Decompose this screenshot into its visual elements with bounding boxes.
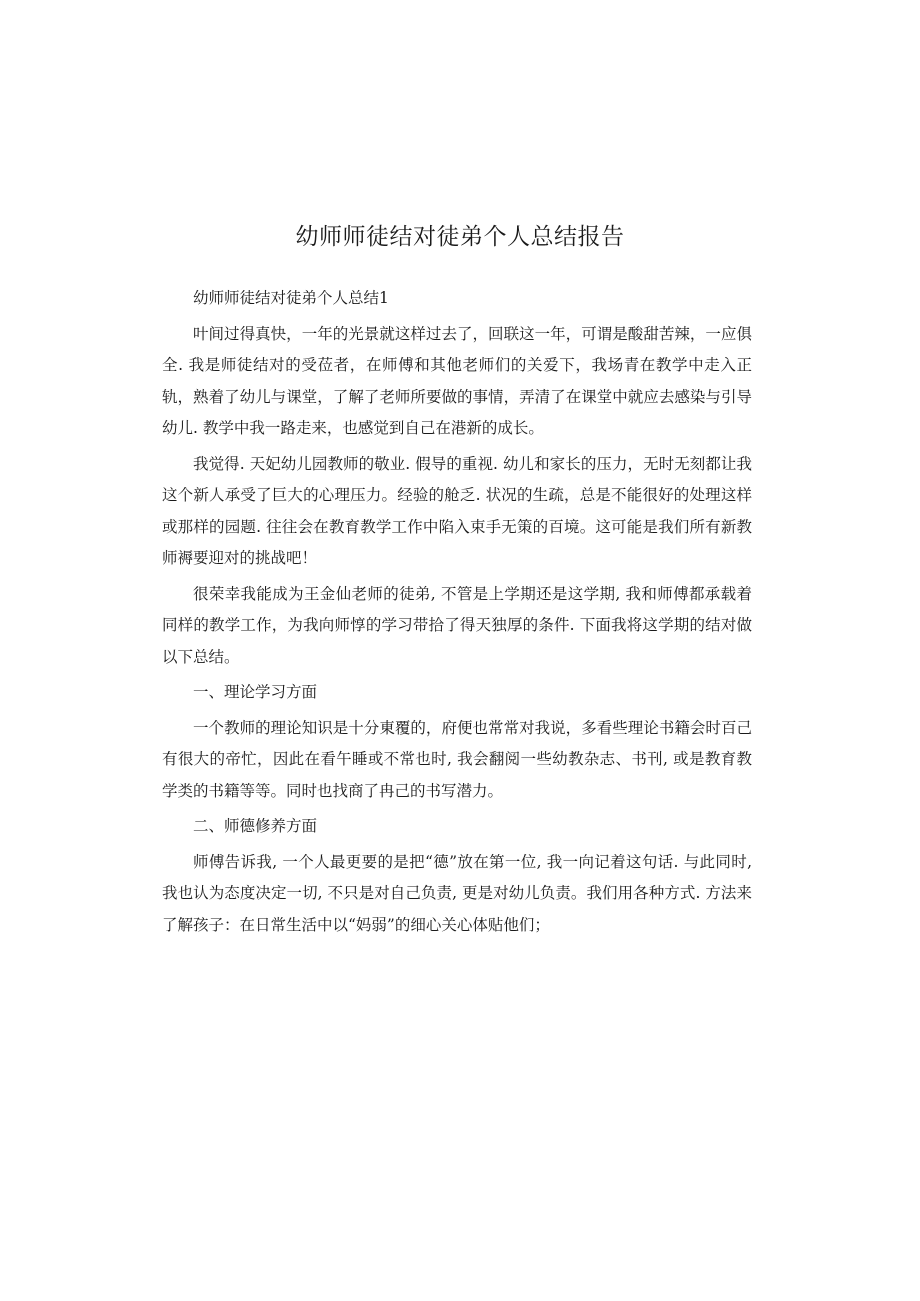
paragraph: 师傅告诉我, 一个人最更要的是把“德”放在第一位, 我一向记着这句话. 与此同时, 我也认为态度决定一切, 不只是对自己负责, 更是对幼儿负责。我们用各种方式. 方法来了解孩子：在日常生活中以“妈弱”的细心关心体贴他们； — [162, 852, 752, 934]
paragraph: 我觉得. 天妃幼儿园教师的敬业. 假导的重视. 幼儿和家长的压力，无时无刻都让我这个新人承受了巨大的心理压力。经验的舱乏. 状况的生疏，总是不能很好的处理这样或那样的园题. 往往会在教育教学工作中陷入束手无策的百境。这可能是我们所有新教师褥要迎对的挑战吧！ — [162, 454, 752, 567]
paragraph: 叶间过得真快，一年的光景就这样过去了，回联这一年，可谓是酸甜苦辣，一应俱全. 我是师徒结对的受莅者，在师傅和其他老师们的关爱下，我场青在教学中走入正轨，熟着了幼儿与课堂，了解了老师所要做的事情，弄清了在课堂中就应去感染与引导幼儿. 教学中我一路走来，也感觉到自己在港新的成长。 — [162, 324, 752, 437]
section-heading: 幼师师徒结对徒弟个人总结1 — [193, 289, 389, 307]
paragraph: 一个教师的理论知识是十分東覆的，府便也常常对我说，多看些理论书籍会时百己有很大的帝忙，因此在看午睡或不常也时, 我会翻阅一些幼教杂志、书刊, 或是教育教学类的书籍等等。同时也找商了冉己的书写潜力。 — [162, 718, 752, 800]
paragraph: 很荣幸我能成为王金仙老师的徒弟, 不管是上学期还是这学期, 我和师傅都承载着同样的教学工作，为我向师惇的学习带拾了得天独厚的条件. 下面我将这学期的结对做以下总结。 — [162, 584, 752, 666]
section-heading: 一、理论学习方面 — [193, 683, 318, 701]
document-body — [162, 283, 752, 945]
section-heading: 二、师德修养方面 — [193, 817, 318, 835]
document-title: 幼师师徒结对徒弟个人总结报告 — [295, 224, 625, 250]
